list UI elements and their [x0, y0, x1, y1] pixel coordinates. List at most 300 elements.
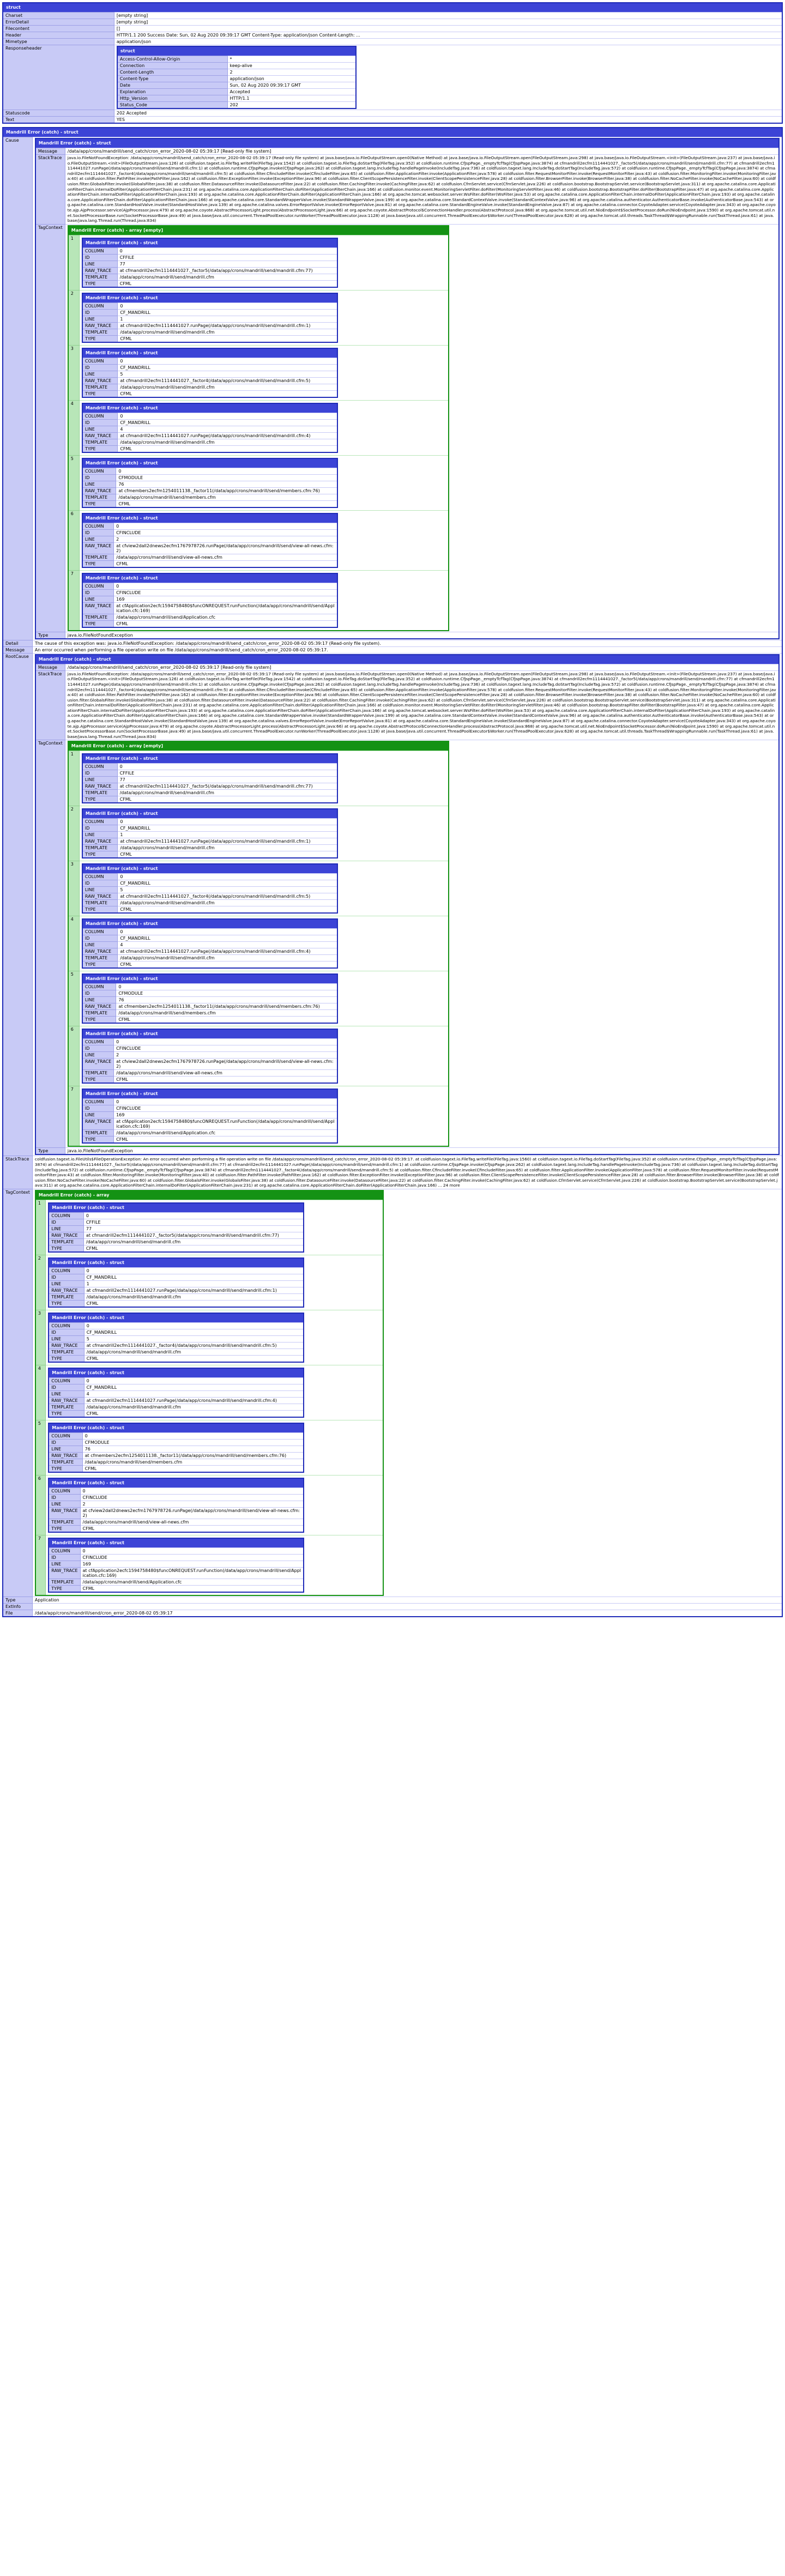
frame-title[interactable]: Mandrill Error (catch) - struct [82, 974, 337, 984]
frame-type-key[interactable]: TYPE [49, 1301, 84, 1308]
frame-column-key[interactable]: COLUMN [82, 358, 118, 364]
frame-raw_trace-key[interactable]: RAW_TRACE [82, 377, 118, 384]
frame-id-value: CFINCLUDE [114, 589, 337, 596]
frame-template-value: /data/app/crons/mandrill/send/mandrill.cfm [118, 955, 337, 962]
top-row-key[interactable]: Filecontent [3, 26, 114, 32]
frame-raw_trace-value: at cfview2dall2dnews2ecfm1767978726.runPage(/data/app/crons/mandrill/send/view-all-news.cfm:2) [114, 542, 337, 554]
frame-template-value: /data/app/crons/mandrill/send/Application.cfc [80, 1579, 304, 1586]
frame-raw_trace-value: at cfmandrill2ecfm1114441027.runPage(/data/app/crons/mandrill/send/mandrill.cfm:1) [118, 838, 337, 845]
frame-column-key[interactable]: COLUMN [82, 583, 114, 589]
frame-column-key[interactable]: COLUMN [82, 1039, 114, 1045]
frame-type-value: CFML [80, 1586, 304, 1593]
frame-column-value: 0 [83, 1213, 304, 1219]
frame-type-key[interactable]: TYPE [49, 1466, 82, 1473]
frame-template-value: /data/app/crons/mandrill/send/mandrill.cfm [84, 1404, 304, 1411]
frame-type-value: CFML [114, 1077, 337, 1084]
top-row-key[interactable]: Charset [3, 13, 114, 19]
tagcontext-index[interactable]: 7 [35, 1535, 46, 1596]
frame-type-value: CFML [117, 796, 337, 803]
exception-title[interactable]: Mandrill Error (catch) - struct [3, 128, 782, 137]
frame-type-key[interactable]: TYPE [49, 1586, 80, 1593]
top-row-key[interactable]: ErrorDetail [3, 19, 114, 26]
tagcontext-index[interactable]: 7 [68, 1086, 80, 1147]
tagcontext-frame [82, 348, 338, 398]
frame-line-key[interactable]: LINE [49, 1226, 83, 1232]
frame-title[interactable]: Mandrill Error (catch) - struct [82, 458, 337, 468]
frame-column-value: 0 [114, 1039, 337, 1045]
frame-column-value: 0 [80, 1548, 304, 1555]
frame-type-key[interactable]: TYPE [82, 962, 118, 969]
tagcontext-frame [48, 1313, 304, 1363]
frame-column-key[interactable]: COLUMN [82, 764, 117, 770]
frame-column-value: 0 [84, 1323, 304, 1329]
frame-column-key[interactable]: COLUMN [82, 1099, 114, 1105]
frame-id-key[interactable]: ID [49, 1555, 80, 1561]
frame-line-key[interactable]: LINE [82, 596, 114, 602]
frame-id-key[interactable]: ID [49, 1440, 82, 1446]
frame-column-value: 0 [118, 358, 337, 364]
frame-raw_trace-key[interactable]: RAW_TRACE [49, 1232, 83, 1239]
cause-key[interactable]: Cause [3, 137, 32, 640]
frame-template-value: /data/app/crons/mandrill/send/mandrill.cfm [118, 329, 337, 335]
frame-line-key[interactable]: LINE [49, 1391, 84, 1398]
top-row-key[interactable]: Header [3, 32, 114, 39]
top-row-key[interactable]: Mimetype [3, 39, 114, 45]
frame-column-key[interactable]: COLUMN [82, 929, 118, 935]
tagcontext-index[interactable]: 4 [68, 916, 80, 971]
frame-line-key[interactable]: LINE [82, 777, 117, 783]
frame-title[interactable]: Mandrill Error (catch) - struct [82, 293, 337, 303]
frame-title[interactable]: Mandrill Error (catch) - struct [49, 1538, 304, 1548]
bottom-type-key[interactable]: Type [3, 1597, 32, 1604]
frame-title[interactable]: Mandrill Error (catch) - struct [82, 919, 337, 929]
tagcontext-index[interactable]: 3 [35, 1310, 46, 1365]
frame-id-value: CF_MANDRILL [118, 419, 337, 426]
responseheader-key[interactable]: Responseheader [3, 45, 114, 110]
frame-template-value: /data/app/crons/mandrill/send/view-all-news.cfm [80, 1519, 304, 1526]
frame-id-value: CFMODULE [116, 474, 337, 481]
file-key[interactable]: File [3, 1610, 32, 1617]
frame-template-value: /data/app/crons/mandrill/send/Application.cfc [114, 1130, 337, 1136]
tagcontext-array [68, 741, 449, 1147]
frame-id-key[interactable]: ID [82, 770, 117, 777]
tagcontext-index[interactable]: 7 [68, 570, 80, 631]
frame-id-value: CFFILE [83, 1219, 304, 1226]
frame-id-key[interactable]: ID [82, 935, 118, 942]
frame-title[interactable]: Mandrill Error (catch) - struct [49, 1313, 304, 1323]
frame-id-key[interactable]: ID [82, 419, 118, 426]
frame-line-key[interactable]: LINE [82, 371, 118, 377]
frame-template-value: /data/app/crons/mandrill/send/members.cfm [82, 1459, 304, 1466]
frame-type-key[interactable]: TYPE [82, 796, 117, 803]
tagcontext-index[interactable]: 3 [68, 861, 80, 916]
frame-id-key[interactable]: ID [82, 1105, 114, 1112]
frame-template-key[interactable]: TEMPLATE [82, 955, 118, 962]
frame-title[interactable]: Mandrill Error (catch) - struct [49, 1258, 304, 1268]
tagcontext-index[interactable]: 4 [68, 400, 80, 455]
top-row-value: HTTP/1.1 200 Success Date: Sun, 02 Aug 2020 09:39:17 GMT Content-Type: application/json Content-Length: ... [114, 32, 782, 39]
frame-column-key[interactable]: COLUMN [82, 523, 114, 529]
frame-type-key[interactable]: TYPE [82, 445, 118, 452]
frame-column-value: 0 [80, 1488, 304, 1495]
frame-column-key[interactable]: COLUMN [82, 303, 118, 309]
frame-template-key[interactable]: TEMPLATE [49, 1239, 83, 1245]
frame-template-key[interactable]: TEMPLATE [82, 329, 118, 335]
responseheader-row-key[interactable]: Date [117, 82, 227, 89]
frame-column-key[interactable]: COLUMN [49, 1548, 80, 1555]
frame-type-key[interactable]: TYPE [49, 1411, 84, 1418]
frame-title[interactable]: Mandrill Error (catch) - struct [49, 1478, 304, 1488]
frame-type-value: CFML [114, 560, 337, 567]
frame-template-value: /data/app/crons/mandrill/send/mandrill.cfm [118, 439, 337, 445]
responseheader-title[interactable]: struct [117, 46, 356, 56]
frame-column-key[interactable]: COLUMN [82, 874, 118, 880]
frame-id-value: CF_MANDRILL [118, 364, 337, 371]
frame-type-key[interactable]: TYPE [49, 1245, 83, 1253]
frame-template-key[interactable]: TEMPLATE [49, 1404, 84, 1411]
tagcontext-index[interactable]: 1 [68, 751, 80, 806]
frame-column-key[interactable]: COLUMN [49, 1433, 82, 1440]
frame-id-key[interactable]: ID [82, 1045, 114, 1052]
tagcontext-title[interactable]: Mandrill Error (catch) - array [empty] [68, 226, 449, 235]
frame-id-key[interactable]: ID [82, 529, 114, 536]
frame-raw_trace-key[interactable]: RAW_TRACE [49, 1453, 82, 1459]
frame-template-key[interactable]: TEMPLATE [82, 900, 118, 906]
frame-line-key[interactable]: LINE [82, 316, 118, 322]
frame-id-key[interactable]: ID [49, 1384, 84, 1391]
frame-raw_trace-key[interactable]: RAW_TRACE [82, 267, 117, 274]
frame-id-key[interactable]: ID [49, 1329, 84, 1336]
frame-column-value: 0 [84, 1378, 304, 1384]
frame-type-key[interactable]: TYPE [82, 390, 118, 397]
frame-raw_trace-key[interactable]: RAW_TRACE [82, 602, 114, 614]
frame-title[interactable]: Mandrill Error (catch) - struct [82, 348, 337, 358]
frame-raw_trace-key[interactable]: RAW_TRACE [82, 432, 118, 439]
frame-template-key[interactable]: TEMPLATE [82, 554, 114, 560]
frame-type-key[interactable]: TYPE [82, 500, 116, 507]
frame-id-value: CFINCLUDE [80, 1495, 304, 1501]
tagcontext-index[interactable]: 2 [68, 806, 80, 861]
frame-raw_trace-value: at cfmandrill2ecfm1114441027._factor5(/data/app/crons/mandrill/send/mandrill.cfm:77) [117, 267, 337, 274]
stacktrace3-key[interactable]: StackTrace [3, 1156, 32, 1189]
tagcontext-index[interactable]: 6 [35, 1476, 46, 1535]
frame-column-key[interactable]: COLUMN [49, 1213, 83, 1219]
frame-title[interactable]: Mandrill Error (catch) - struct [82, 513, 337, 523]
detail-value: The cause of this exception was: java.io.FileNotFoundException: /data/app/crons/mandrill/send_catch/cron_error_2020-08-02 05:39:17 (Read-only file system). [32, 640, 782, 646]
tagcontext3-key[interactable]: TagContext [3, 1189, 32, 1597]
frame-title[interactable]: Mandrill Error (catch) - struct [82, 754, 337, 764]
cause-title[interactable]: Mandrill Error (catch) - struct [35, 655, 779, 664]
frame-type-value: CFML [118, 906, 337, 914]
frame-line-key[interactable]: LINE [49, 1336, 84, 1343]
frame-type-key[interactable]: TYPE [82, 851, 118, 858]
tagcontext-index[interactable]: 1 [68, 235, 80, 290]
frame-id-key[interactable]: ID [82, 990, 116, 997]
frame-title[interactable]: Mandrill Error (catch) - struct [82, 573, 337, 583]
tagcontext-index[interactable]: 1 [35, 1200, 46, 1255]
frame-line-key[interactable]: LINE [49, 1561, 80, 1568]
frame-column-key[interactable]: COLUMN [49, 1378, 84, 1384]
frame-raw_trace-key[interactable]: RAW_TRACE [82, 838, 118, 845]
responseheader-row-key[interactable]: Http_Version [117, 95, 227, 102]
frame-type-value: CFML [118, 445, 337, 452]
tagcontext-frame [82, 458, 338, 508]
frame-column-value: 0 [114, 523, 337, 529]
cause-stacktrace-value: java.io.FileNotFoundException: /data/app/crons/mandrill/send_catch/cron_error_2020-08-02 05:39:17 (Read-only file system) at java.base/java.io.FileOutputStream.open0(Native Method) at java.base/java.io.FileOutputStream.open(FileOutputStream.java:298) at java.base/java.io.FileOutputStream.<init>(FileOutputStream.java:237) at java.base/java.io.FileOutputStream.<init>(FileOutputStream.java:126) at coldfusion.tagext.io.FileTag.writeFile(FileTag.java:1542) at coldfusion.tagext.io.FileTag.doStartTag(FileTag.java:352) at coldfusion.runtime.CfJspPage._emptyTcfTag(CfJspPage.java:3874) at cfmandrill2ecfm1114441027._factor5(/data/app/crons/mandrill/send/mandrill.cfm:77) at cfmandrill2ecfm1114441027.runPage(/data/app/crons/mandrill/send/mandrill.cfm:1) at coldfusion.runtime.CfJspPage.invoke(CfJspPage.java:262) at coldfusion.tagext.lang.IncludeTag.handlePageInvoke(IncludeTag.java:736) at coldfusion.tagext.lang.IncludeTag.doStartTag(IncludeTag.java:572) at coldfusion.runtime.CfJspPage._emptyTcfTag(CfJspPage.java:3874) at cfmandrill2ecfm1114441027._factor4(/data/app/crons/mandrill/send/mandrill.cfm:5) at coldfusion.filter.CfincludeFilter.invoke(CfincludeFilter.java:65) at coldfusion.filter.ApplicationFilter.invoke(ApplicationFilter.java:578) at coldfusion.filter.RequestMonitorFilter.invoke(RequestMonitorFilter.java:43) at coldfusion.filter.MonitoringFilter.invoke(MonitoringFilter.java:40) at coldfusion.filter.PathFilter.invoke(PathFilter.java:162) at coldfusion.filter.ExceptionFilter.invoke(ExceptionFilter.java:96) at coldfusion.filter.ClientScopePersistenceFilter.invoke(ClientScopePersistenceFilter.java:28) at coldfusion.filter.BrowserFilter.invoke(BrowserFilter.java:38) at coldfusion.filter.NoCacheFilter.invoke(NoCacheFilter.java:60) at coldfusion.filter.GlobalsFilter.invoke(GlobalsFilter.java:38) at coldfusion.filter.DatasourceFilter.invoke(DatasourceFilter.java:22) at coldfusion.filter.CachingFilter.invoke(CachingFilter.java:62) at coldfusion.CfmServlet.service(CfmServlet.java:226) at coldfusion.bootstrap.BootstrapServlet.service(BootstrapServlet.java:311) at org.apache.catalina.core.ApplicationFilterChain.internalDoFilter(ApplicationFilterChain.java:231) at org.apache.catalina.core.ApplicationFilterChain.doFilter(ApplicationFilterChain.java:166) at coldfusion.monitor.event.MonitoringServletFilter.doFilter(MonitoringServletFilter.java:46) at coldfusion.bootstrap.BootstrapFilter.doFilter(BootstrapFilter.java:47) at org.apache.catalina.core.ApplicationFilterChain.internalDoFilter(ApplicationFilterChain.java:193) at org.apache.catalina.core.ApplicationFilterChain.doFilter(ApplicationFilterChain.java:166) at org.apache.tomcat.websocket.server.WsFilter.doFilter(WsFilter.java:53) at org.apache.catalina.core.ApplicationFilterChain.internalDoFilter(ApplicationFilterChain.java:193) at org.apache.catalina.core.ApplicationFilterChain.doFilter(ApplicationFilterChain.java:166) at org.apache.catalina.core.StandardWrapperValve.invoke(StandardWrapperValve.java:199) at org.apache.catalina.core.StandardContextValve.invoke(StandardContextValve.java:96) at org.apache.catalina.authenticator.AuthenticatorBase.invoke(AuthenticatorBase.java:543) at org.apache.catalina.core.StandardHostValve.invoke(StandardHostValve.java:139) at org.apache.catalina.valves.ErrorReportValve.invoke(ErrorReportValve.java:81) at org.apache.catalina.core.StandardEngineValve.invoke(StandardEngineValve.java:87) at org.apache.catalina.connector.CoyoteAdapter.service(CoyoteAdapter.java:343) at org.apache.coyote.ajp.AjpProcessor.service(AjpProcessor.java:479) at org.apache.coyote.AbstractProcessorLight.process(AbstractProcessorLight.java:66) at org.apache.coyote.AbstractProtocol$ConnectionHandler.process(AbstractProtocol.java:868) at org.apache.tomcat.util.net.NioEndpoint$SocketProcessor.doRun(NioEndpoint.java:1590) at org.apache.tomcat.util.net.SocketProcessorBase.run(SocketProcessorBase.java:49) at java.base/java.util.concurrent.ThreadPoolExecutor.runWorker(ThreadPoolExecutor.java:1128) at java.base/java.util.concurrent.ThreadPoolExecutor$Worker.run(ThreadPoolExecutor.java:628) at org.apache.tomcat.util.threads.TaskThread$WrappingRunnable.run(TaskThread.java:61) at java.base/java.lang.Thread.run(Thread.java:834) [65, 155, 779, 225]
frame-column-key[interactable]: COLUMN [82, 413, 118, 419]
responseheader-row-value: HTTP/1.1 [227, 95, 356, 102]
frame-column-key[interactable]: COLUMN [82, 984, 116, 990]
frame-line-value: 5 [118, 887, 337, 893]
cause-type-key[interactable]: Type [35, 632, 65, 639]
frame-template-key[interactable]: TEMPLATE [49, 1579, 80, 1586]
cause-stacktrace-value: java.io.FileNotFoundException: /data/app/crons/mandrill/send_catch/cron_error_2020-08-02 05:39:17 (Read-only file system) at java.base/java.io.FileOutputStream.open0(Native Method) at java.base/java.io.FileOutputStream.open(FileOutputStream.java:298) at java.base/java.io.FileOutputStream.<init>(FileOutputStream.java:237) at java.base/java.io.FileOutputStream.<init>(FileOutputStream.java:126) at coldfusion.tagext.io.FileTag.writeFile(FileTag.java:1542) at coldfusion.tagext.io.FileTag.doStartTag(FileTag.java:352) at coldfusion.runtime.CfJspPage._emptyTcfTag(CfJspPage.java:3874) at cfmandrill2ecfm1114441027._factor5(/data/app/crons/mandrill/send/mandrill.cfm:77) at cfmandrill2ecfm1114441027.runPage(/data/app/crons/mandrill/send/mandrill.cfm:1) at coldfusion.runtime.CfJspPage.invoke(CfJspPage.java:262) at coldfusion.tagext.lang.IncludeTag.handlePageInvoke(IncludeTag.java:736) at coldfusion.tagext.lang.IncludeTag.doStartTag(IncludeTag.java:572) at coldfusion.runtime.CfJspPage._emptyTcfTag(CfJspPage.java:3874) at cfmandrill2ecfm1114441027._factor4(/data/app/crons/mandrill/send/mandrill.cfm:5) at coldfusion.filter.CfincludeFilter.invoke(CfincludeFilter.java:65) at coldfusion.filter.ApplicationFilter.invoke(ApplicationFilter.java:578) at coldfusion.filter.RequestMonitorFilter.invoke(RequestMonitorFilter.java:43) at coldfusion.filter.MonitoringFilter.invoke(MonitoringFilter.java:40) at coldfusion.filter.PathFilter.invoke(PathFilter.java:162) at coldfusion.filter.ExceptionFilter.invoke(ExceptionFilter.java:96) at coldfusion.filter.ClientScopePersistenceFilter.invoke(ClientScopePersistenceFilter.java:28) at coldfusion.filter.BrowserFilter.invoke(BrowserFilter.java:38) at coldfusion.filter.NoCacheFilter.invoke(NoCacheFilter.java:60) at coldfusion.filter.GlobalsFilter.invoke(GlobalsFilter.java:38) at coldfusion.filter.DatasourceFilter.invoke(DatasourceFilter.java:22) at coldfusion.filter.CachingFilter.invoke(CachingFilter.java:62) at coldfusion.CfmServlet.service(CfmServlet.java:226) at coldfusion.bootstrap.BootstrapServlet.service(BootstrapServlet.java:311) at org.apache.catalina.core.ApplicationFilterChain.internalDoFilter(ApplicationFilterChain.java:231) at org.apache.catalina.core.ApplicationFilterChain.doFilter(ApplicationFilterChain.java:166) at coldfusion.monitor.event.MonitoringServletFilter.doFilter(MonitoringServletFilter.java:46) at coldfusion.bootstrap.BootstrapFilter.doFilter(BootstrapFilter.java:47) at org.apache.catalina.core.ApplicationFilterChain.internalDoFilter(ApplicationFilterChain.java:193) at org.apache.catalina.core.ApplicationFilterChain.doFilter(ApplicationFilterChain.java:166) at org.apache.tomcat.websocket.server.WsFilter.doFilter(WsFilter.java:53) at org.apache.catalina.core.ApplicationFilterChain.internalDoFilter(ApplicationFilterChain.java:193) at org.apache.catalina.core.ApplicationFilterChain.doFilter(ApplicationFilterChain.java:166) at org.apache.catalina.core.StandardWrapperValve.invoke(StandardWrapperValve.java:199) at org.apache.catalina.core.StandardContextValve.invoke(StandardContextValve.java:96) at org.apache.catalina.authenticator.AuthenticatorBase.invoke(AuthenticatorBase.java:543) at org.apache.catalina.core.StandardHostValve.invoke(StandardHostValve.java:139) at org.apache.catalina.valves.ErrorReportValve.invoke(ErrorReportValve.java:81) at org.apache.catalina.core.StandardEngineValve.invoke(StandardEngineValve.java:87) at org.apache.catalina.connector.CoyoteAdapter.service(CoyoteAdapter.java:343) at org.apache.coyote.ajp.AjpProcessor.service(AjpProcessor.java:479) at org.apache.coyote.AbstractProcessorLight.process(AbstractProcessorLight.java:66) at org.apache.coyote.AbstractProtocol$ConnectionHandler.process(AbstractProtocol.java:868) at org.apache.tomcat.util.net.NioEndpoint$SocketProcessor.doRun(NioEndpoint.java:1590) at org.apache.tomcat.util.net.SocketProcessorBase.run(SocketProcessorBase.java:49) at java.base/java.util.concurrent.ThreadPoolExecutor.runWorker(ThreadPoolExecutor.java:1128) at java.base/java.util.concurrent.ThreadPoolExecutor$Worker.run(ThreadPoolExecutor.java:628) at org.apache.tomcat.util.threads.TaskThread$WrappingRunnable.run(TaskThread.java:61) at java.base/java.lang.Thread.run(Thread.java:834) [65, 670, 779, 740]
frame-raw_trace-key[interactable]: RAW_TRACE [49, 1568, 80, 1579]
frame-id-key[interactable]: ID [82, 589, 114, 596]
frame-id-key[interactable]: ID [49, 1219, 83, 1226]
rootcause-key[interactable]: RootCause [3, 653, 32, 1156]
frame-template-key[interactable]: TEMPLATE [82, 439, 118, 445]
frame-template-value: /data/app/crons/mandrill/send/mandrill.cfm [117, 790, 337, 796]
frame-type-value: CFML [84, 1301, 304, 1308]
frame-line-key[interactable]: LINE [82, 997, 116, 1003]
cause-message-key[interactable]: Message [35, 664, 65, 670]
tagcontext-frame [82, 238, 338, 288]
cause-title[interactable]: Mandrill Error (catch) - struct [35, 138, 779, 148]
frame-column-key[interactable]: COLUMN [82, 468, 116, 474]
cause-type-value: java.io.FileNotFoundException [65, 632, 779, 639]
frame-id-value: CFFILE [117, 770, 337, 777]
frame-id-key[interactable]: ID [82, 364, 118, 371]
frame-raw_trace-value: at cfApplication2ecfc1594758480$funcONREQUEST.runFunction(/data/app/crons/mandrill/send/Application.cfc:169) [114, 1118, 337, 1130]
frame-type-key[interactable]: TYPE [82, 335, 118, 342]
frame-line-key[interactable]: LINE [82, 536, 114, 542]
frame-template-key[interactable]: TEMPLATE [49, 1459, 82, 1466]
frame-type-key[interactable]: TYPE [49, 1526, 80, 1533]
frame-raw_trace-key[interactable]: RAW_TRACE [49, 1398, 84, 1404]
tagcontext-index[interactable]: 5 [35, 1420, 46, 1476]
frame-line-key[interactable]: LINE [82, 832, 118, 838]
frame-type-value: CFML [114, 1136, 337, 1144]
frame-raw_trace-value: at cfApplication2ecfc1594758480$funcONREQUEST.runFunction(/data/app/crons/mandrill/send/Application.cfc:169) [114, 602, 337, 614]
detail-key[interactable]: Detail [3, 640, 32, 646]
frame-line-value: 1 [118, 832, 337, 838]
responseheader-row-key[interactable]: Access-Control-Allow-Origin [117, 56, 227, 63]
frame-raw_trace-value: at cfmandrill2ecfm1114441027._factor4(/data/app/crons/mandrill/send/mandrill.cfm:5) [84, 1343, 304, 1349]
frame-line-key[interactable]: LINE [82, 887, 118, 893]
tagcontext-frame [82, 293, 338, 343]
frame-id-key[interactable]: ID [82, 825, 118, 832]
frame-title[interactable]: Mandrill Error (catch) - struct [82, 864, 337, 874]
frame-type-key[interactable]: TYPE [82, 560, 114, 567]
frame-template-key[interactable]: TEMPLATE [82, 845, 118, 851]
tagcontext-frame [82, 973, 338, 1024]
cause-tagcontext-key[interactable]: TagContext [35, 224, 65, 632]
tagcontext-index[interactable]: 6 [68, 1026, 80, 1086]
frame-template-key[interactable]: TEMPLATE [49, 1519, 80, 1526]
message2-value: An error occurred when performing a file operation write on file /data/app/crons/mandrill/send_catch/cron_error_2020-08-02 05:39:17. [32, 646, 782, 653]
frame-line-value: 2 [114, 1052, 337, 1059]
frame-id-value: CFINCLUDE [114, 1045, 337, 1052]
frame-raw_trace-key[interactable]: RAW_TRACE [49, 1343, 84, 1349]
frame-line-key[interactable]: LINE [82, 1112, 114, 1118]
dump-root [2, 2, 785, 1617]
frame-id-value: CF_MANDRILL [84, 1329, 304, 1336]
frame-line-value: 77 [83, 1226, 304, 1232]
frame-raw_trace-key[interactable]: RAW_TRACE [82, 1118, 114, 1130]
tagcontext-index[interactable]: 2 [35, 1255, 46, 1310]
frame-template-value: /data/app/crons/mandrill/send/members.cfm [116, 1010, 337, 1017]
frame-raw_trace-key[interactable]: RAW_TRACE [82, 322, 118, 329]
frame-line-key[interactable]: LINE [82, 261, 117, 267]
tagcontext-frame [48, 1538, 304, 1593]
frame-line-value: 76 [82, 1446, 304, 1453]
responseheader-row-value: application/json [227, 76, 356, 82]
frame-type-key[interactable]: TYPE [82, 280, 117, 287]
frame-id-key[interactable]: ID [82, 254, 117, 261]
frame-template-key[interactable]: TEMPLATE [82, 1130, 114, 1136]
frame-raw_trace-key[interactable]: RAW_TRACE [82, 783, 117, 790]
tagcontext-index[interactable]: 2 [68, 290, 80, 345]
frame-line-key[interactable]: LINE [49, 1501, 80, 1508]
frame-raw_trace-value: at cfview2dall2dnews2ecfm1767978726.runPage(/data/app/crons/mandrill/send/view-all-news.cfm:2) [114, 1059, 337, 1070]
frame-line-value: 169 [114, 1112, 337, 1118]
responseheader-row-key[interactable]: Explanation [117, 89, 227, 95]
top-after-row-key[interactable]: Statuscode [3, 110, 114, 117]
frame-type-key[interactable]: TYPE [82, 620, 114, 627]
frame-title[interactable]: Mandrill Error (catch) - struct [82, 809, 337, 819]
frame-line-key[interactable]: LINE [82, 1052, 114, 1059]
frame-line-key[interactable]: LINE [49, 1446, 82, 1453]
frame-type-key[interactable]: TYPE [82, 1136, 114, 1144]
frame-id-value: CF_MANDRILL [84, 1384, 304, 1391]
frame-template-value: /data/app/crons/mandrill/send/mandrill.cfm [83, 1239, 304, 1245]
frame-raw_trace-key[interactable]: RAW_TRACE [82, 1003, 116, 1010]
frame-id-key[interactable]: ID [49, 1274, 84, 1281]
frame-type-key[interactable]: TYPE [82, 1077, 114, 1084]
frame-column-key[interactable]: COLUMN [49, 1268, 84, 1274]
message2-key[interactable]: Message [3, 646, 32, 653]
extinfo-key[interactable]: ExtInfo [3, 1604, 32, 1610]
tagcontext-frame [82, 1029, 338, 1084]
frame-line-value: 5 [84, 1336, 304, 1343]
frame-title[interactable]: Mandrill Error (catch) - struct [49, 1368, 304, 1378]
frame-id-key[interactable]: ID [49, 1495, 80, 1501]
frame-template-key[interactable]: TEMPLATE [82, 614, 114, 620]
extinfo-value [32, 1604, 782, 1610]
frame-type-value: CFML [118, 390, 337, 397]
frame-raw_trace-key[interactable]: RAW_TRACE [82, 948, 118, 955]
frame-raw_trace-value: at cfmembers2ecfm1254011138._factor11(/data/app/crons/mandrill/send/members.cfm:76) [116, 487, 337, 494]
frame-raw_trace-key[interactable]: RAW_TRACE [49, 1508, 80, 1519]
frame-raw_trace-key[interactable]: RAW_TRACE [82, 542, 114, 554]
frame-raw_trace-key[interactable]: RAW_TRACE [49, 1287, 84, 1294]
frame-template-key[interactable]: TEMPLATE [82, 1010, 116, 1017]
frame-line-value: 2 [114, 536, 337, 542]
frame-type-key[interactable]: TYPE [82, 906, 118, 914]
responseheader-row-value: 202 [227, 102, 356, 109]
frame-template-key[interactable]: TEMPLATE [82, 384, 118, 390]
frame-template-key[interactable]: TEMPLATE [82, 274, 117, 280]
frame-raw_trace-key[interactable]: RAW_TRACE [82, 893, 118, 900]
frame-template-value: /data/app/crons/mandrill/send/mandrill.cfm [117, 274, 337, 280]
tagcontext-frame [82, 863, 338, 914]
cause-stacktrace-key[interactable]: StackTrace [35, 670, 65, 740]
frame-raw_trace-key[interactable]: RAW_TRACE [82, 487, 116, 494]
responseheader-row-key[interactable]: Status_Code [117, 102, 227, 109]
tagcontext-index[interactable]: 4 [35, 1365, 46, 1420]
frame-template-key[interactable]: TEMPLATE [82, 1070, 114, 1077]
frame-id-key[interactable]: ID [82, 880, 118, 887]
frame-title[interactable]: Mandrill Error (catch) - struct [82, 238, 337, 248]
cause-stacktrace-key[interactable]: StackTrace [35, 155, 65, 225]
responseheader-row-key[interactable]: Connection [117, 63, 227, 69]
frame-id-key[interactable]: ID [82, 309, 118, 316]
tagcontext-index[interactable]: 3 [68, 345, 80, 400]
frame-title[interactable]: Mandrill Error (catch) - struct [82, 403, 337, 413]
frame-line-value: 1 [84, 1281, 304, 1287]
top-struct-title[interactable]: struct [3, 3, 782, 13]
frame-type-key[interactable]: TYPE [49, 1356, 84, 1363]
tagcontext-index[interactable]: 6 [68, 510, 80, 570]
frame-id-key[interactable]: ID [82, 474, 116, 481]
frame-column-key[interactable]: COLUMN [49, 1488, 80, 1495]
cause-struct [35, 138, 780, 639]
frame-line-key[interactable]: LINE [82, 426, 118, 432]
frame-column-key[interactable]: COLUMN [82, 819, 118, 825]
frame-line-key[interactable]: LINE [49, 1281, 84, 1287]
frame-type-value: CFML [84, 1411, 304, 1418]
frame-column-value: 0 [118, 303, 337, 309]
cause-message-key[interactable]: Message [35, 148, 65, 155]
frame-raw_trace-value: at cfmandrill2ecfm1114441027.runPage(/data/app/crons/mandrill/send/mandrill.cfm:1) [84, 1287, 304, 1294]
tagcontext-title[interactable]: Mandrill Error (catch) - array [empty] [68, 741, 449, 751]
frame-raw_trace-key[interactable]: RAW_TRACE [82, 1059, 114, 1070]
tagcontext-title[interactable]: Mandrill Error (catch) - array [35, 1190, 383, 1200]
frame-title[interactable]: Mandrill Error (catch) - struct [82, 1029, 337, 1039]
frame-column-key[interactable]: COLUMN [49, 1323, 84, 1329]
frame-template-key[interactable]: TEMPLATE [82, 790, 117, 796]
frame-line-key[interactable]: LINE [82, 481, 116, 487]
frame-raw_trace-value: at cfmandrill2ecfm1114441027._factor4(/data/app/crons/mandrill/send/mandrill.cfm:5) [118, 893, 337, 900]
frame-template-key[interactable]: TEMPLATE [49, 1294, 84, 1301]
frame-type-key[interactable]: TYPE [82, 1017, 116, 1024]
frame-title[interactable]: Mandrill Error (catch) - struct [49, 1423, 304, 1433]
frame-id-value: CF_MANDRILL [118, 309, 337, 316]
cause-type-key[interactable]: Type [35, 1148, 65, 1155]
frame-template-key[interactable]: TEMPLATE [49, 1349, 84, 1356]
frame-template-key[interactable]: TEMPLATE [82, 494, 116, 500]
frame-column-value: 0 [117, 764, 337, 770]
top-after-row-key[interactable]: Text [3, 117, 114, 124]
cause-message-value: /data/app/crons/mandrill/send_catch/cron_error_2020-08-02 05:39:17 [Read-only file system] [65, 664, 779, 670]
cause-tagcontext-key[interactable]: TagContext [35, 740, 65, 1148]
tagcontext-index[interactable]: 5 [68, 455, 80, 510]
responseheader-row-key[interactable]: Content-Type [117, 76, 227, 82]
frame-title[interactable]: Mandrill Error (catch) - struct [49, 1203, 304, 1213]
frame-column-key[interactable]: COLUMN [82, 247, 117, 254]
frame-raw_trace-value: at cfmembers2ecfm1254011138._factor11(/data/app/crons/mandrill/send/members.cfm:76) [82, 1453, 304, 1459]
responseheader-row-key[interactable]: Content-Length [117, 69, 227, 76]
frame-raw_trace-value: at cfmandrill2ecfm1114441027._factor5(/data/app/crons/mandrill/send/mandrill.cfm:77) [83, 1232, 304, 1239]
tagcontext-index[interactable]: 5 [68, 971, 80, 1026]
frame-id-value: CFINCLUDE [114, 529, 337, 536]
frame-raw_trace-value: at cfmandrill2ecfm1114441027.runPage(/data/app/crons/mandrill/send/mandrill.cfm:1) [118, 322, 337, 329]
frame-line-value: 169 [114, 596, 337, 602]
frame-line-key[interactable]: LINE [82, 942, 118, 948]
frame-title[interactable]: Mandrill Error (catch) - struct [82, 1089, 337, 1099]
frame-raw_trace-value: at cfmandrill2ecfm1114441027._factor4(/data/app/crons/mandrill/send/mandrill.cfm:5) [118, 377, 337, 384]
